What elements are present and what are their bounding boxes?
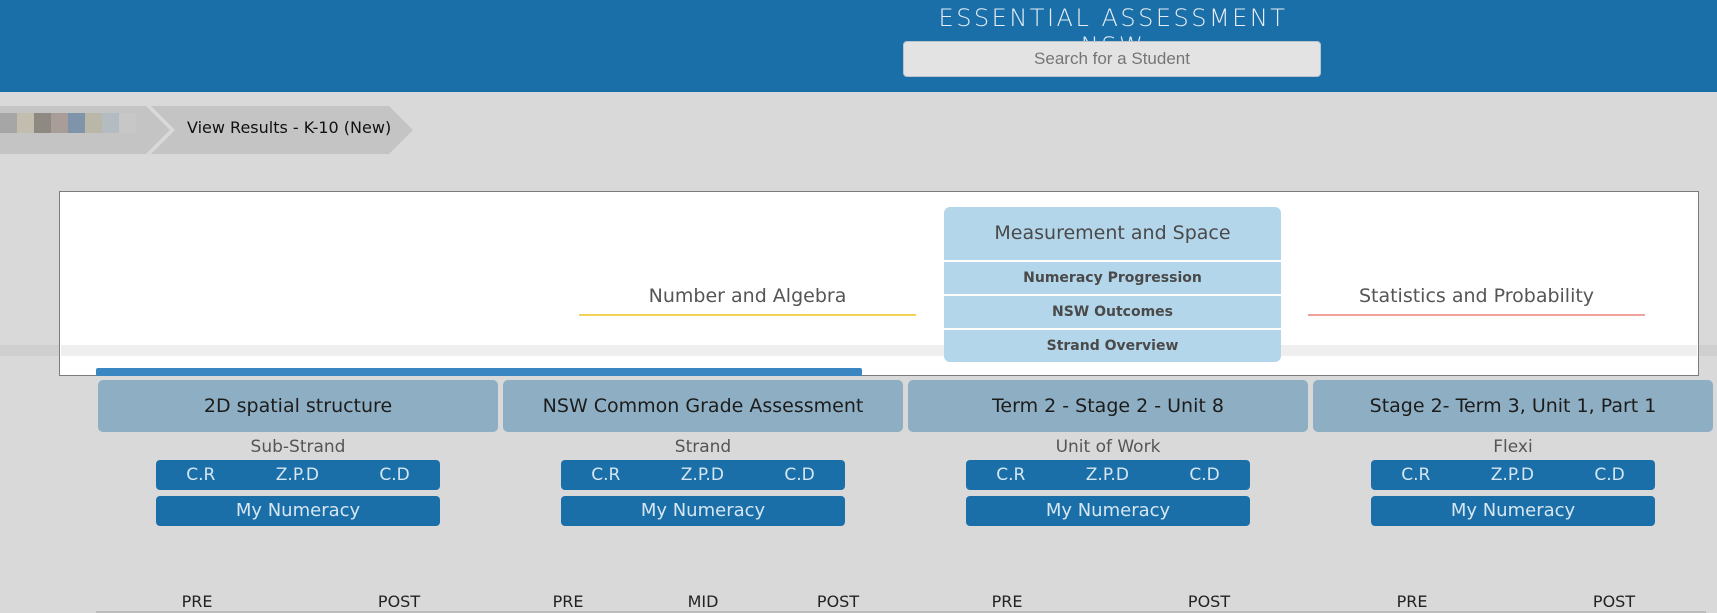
phase-label-post: POST: [1592, 592, 1636, 611]
top-header: [0, 0, 1717, 92]
app-title: ESSENTIAL ASSESSMENT: [938, 4, 1288, 32]
code-cd-button[interactable]: C.D: [379, 465, 410, 485]
assessment-card: [908, 380, 1308, 526]
assessment-card-type: Flexi: [1493, 437, 1533, 457]
assessment-card-type: Sub-Strand: [250, 437, 346, 457]
phase-label-post: POST: [377, 592, 421, 611]
student-search-input[interactable]: [903, 41, 1321, 77]
code-zpd-button[interactable]: Z.P.D: [680, 465, 724, 485]
phase-label-post: POST: [816, 592, 860, 611]
code-cr-button[interactable]: C.R: [996, 465, 1026, 485]
code-cr-button[interactable]: C.R: [1401, 465, 1431, 485]
phase-label-pre: PRE: [181, 592, 213, 611]
phase-label-pre: PRE: [991, 592, 1023, 611]
assessment-card-title[interactable]: Term 2 - Stage 2 - Unit 8: [908, 380, 1308, 432]
my-numeracy-button[interactable]: My Numeracy: [966, 496, 1250, 526]
assessment-card: [1313, 380, 1713, 526]
report-codes-bar: [561, 460, 845, 490]
report-codes-bar: [156, 460, 440, 490]
my-numeracy-button[interactable]: My Numeracy: [1371, 496, 1655, 526]
strand-statistics-probability-underline: [1308, 314, 1645, 316]
menu-numeracy-progression[interactable]: Numeracy Progression: [944, 262, 1281, 294]
report-codes-bar: [1371, 460, 1655, 490]
code-zpd-button[interactable]: Z.P.D: [275, 465, 319, 485]
progress-bar: [96, 368, 862, 376]
breadcrumb-redacted-label: [0, 113, 136, 133]
strand-number-algebra-underline: [579, 314, 916, 316]
assessment-card: [98, 380, 498, 526]
code-zpd-button[interactable]: Z.P.D: [1490, 465, 1534, 485]
phase-label-post: POST: [1187, 592, 1231, 611]
strand-number-algebra[interactable]: Number and Algebra: [648, 285, 847, 307]
code-cd-button[interactable]: C.D: [1189, 465, 1220, 485]
menu-nsw-outcomes[interactable]: NSW Outcomes: [944, 296, 1281, 328]
assessment-card-title[interactable]: 2D spatial structure: [98, 380, 498, 432]
panel-divider: [61, 345, 1697, 356]
code-cr-button[interactable]: C.R: [591, 465, 621, 485]
assessment-card: [503, 380, 903, 526]
assessment-card-title[interactable]: NSW Common Grade Assessment: [503, 380, 903, 432]
assessment-card-type: Strand: [674, 437, 732, 457]
code-cd-button[interactable]: C.D: [1594, 465, 1625, 485]
code-zpd-button[interactable]: Z.P.D: [1085, 465, 1129, 485]
my-numeracy-button[interactable]: My Numeracy: [561, 496, 845, 526]
code-cr-button[interactable]: C.R: [186, 465, 216, 485]
report-codes-bar: [966, 460, 1250, 490]
phase-label-pre: PRE: [552, 592, 584, 611]
strand-measurement-space-menu: [944, 207, 1281, 362]
assessment-card-type: Unit of Work: [1055, 437, 1161, 457]
phase-label-pre: PRE: [1396, 592, 1428, 611]
code-cd-button[interactable]: C.D: [784, 465, 815, 485]
strand-panel: [59, 191, 1699, 376]
strand-measurement-space[interactable]: Measurement and Space: [944, 207, 1281, 260]
menu-strand-overview[interactable]: Strand Overview: [944, 330, 1281, 362]
my-numeracy-button[interactable]: My Numeracy: [156, 496, 440, 526]
strand-statistics-probability[interactable]: Statistics and Probability: [1358, 285, 1595, 307]
breadcrumb-current-label: View Results - K-10 (New): [187, 118, 392, 137]
phase-label-mid: MID: [687, 592, 719, 611]
assessment-card-title[interactable]: Stage 2- Term 3, Unit 1, Part 1: [1313, 380, 1713, 432]
